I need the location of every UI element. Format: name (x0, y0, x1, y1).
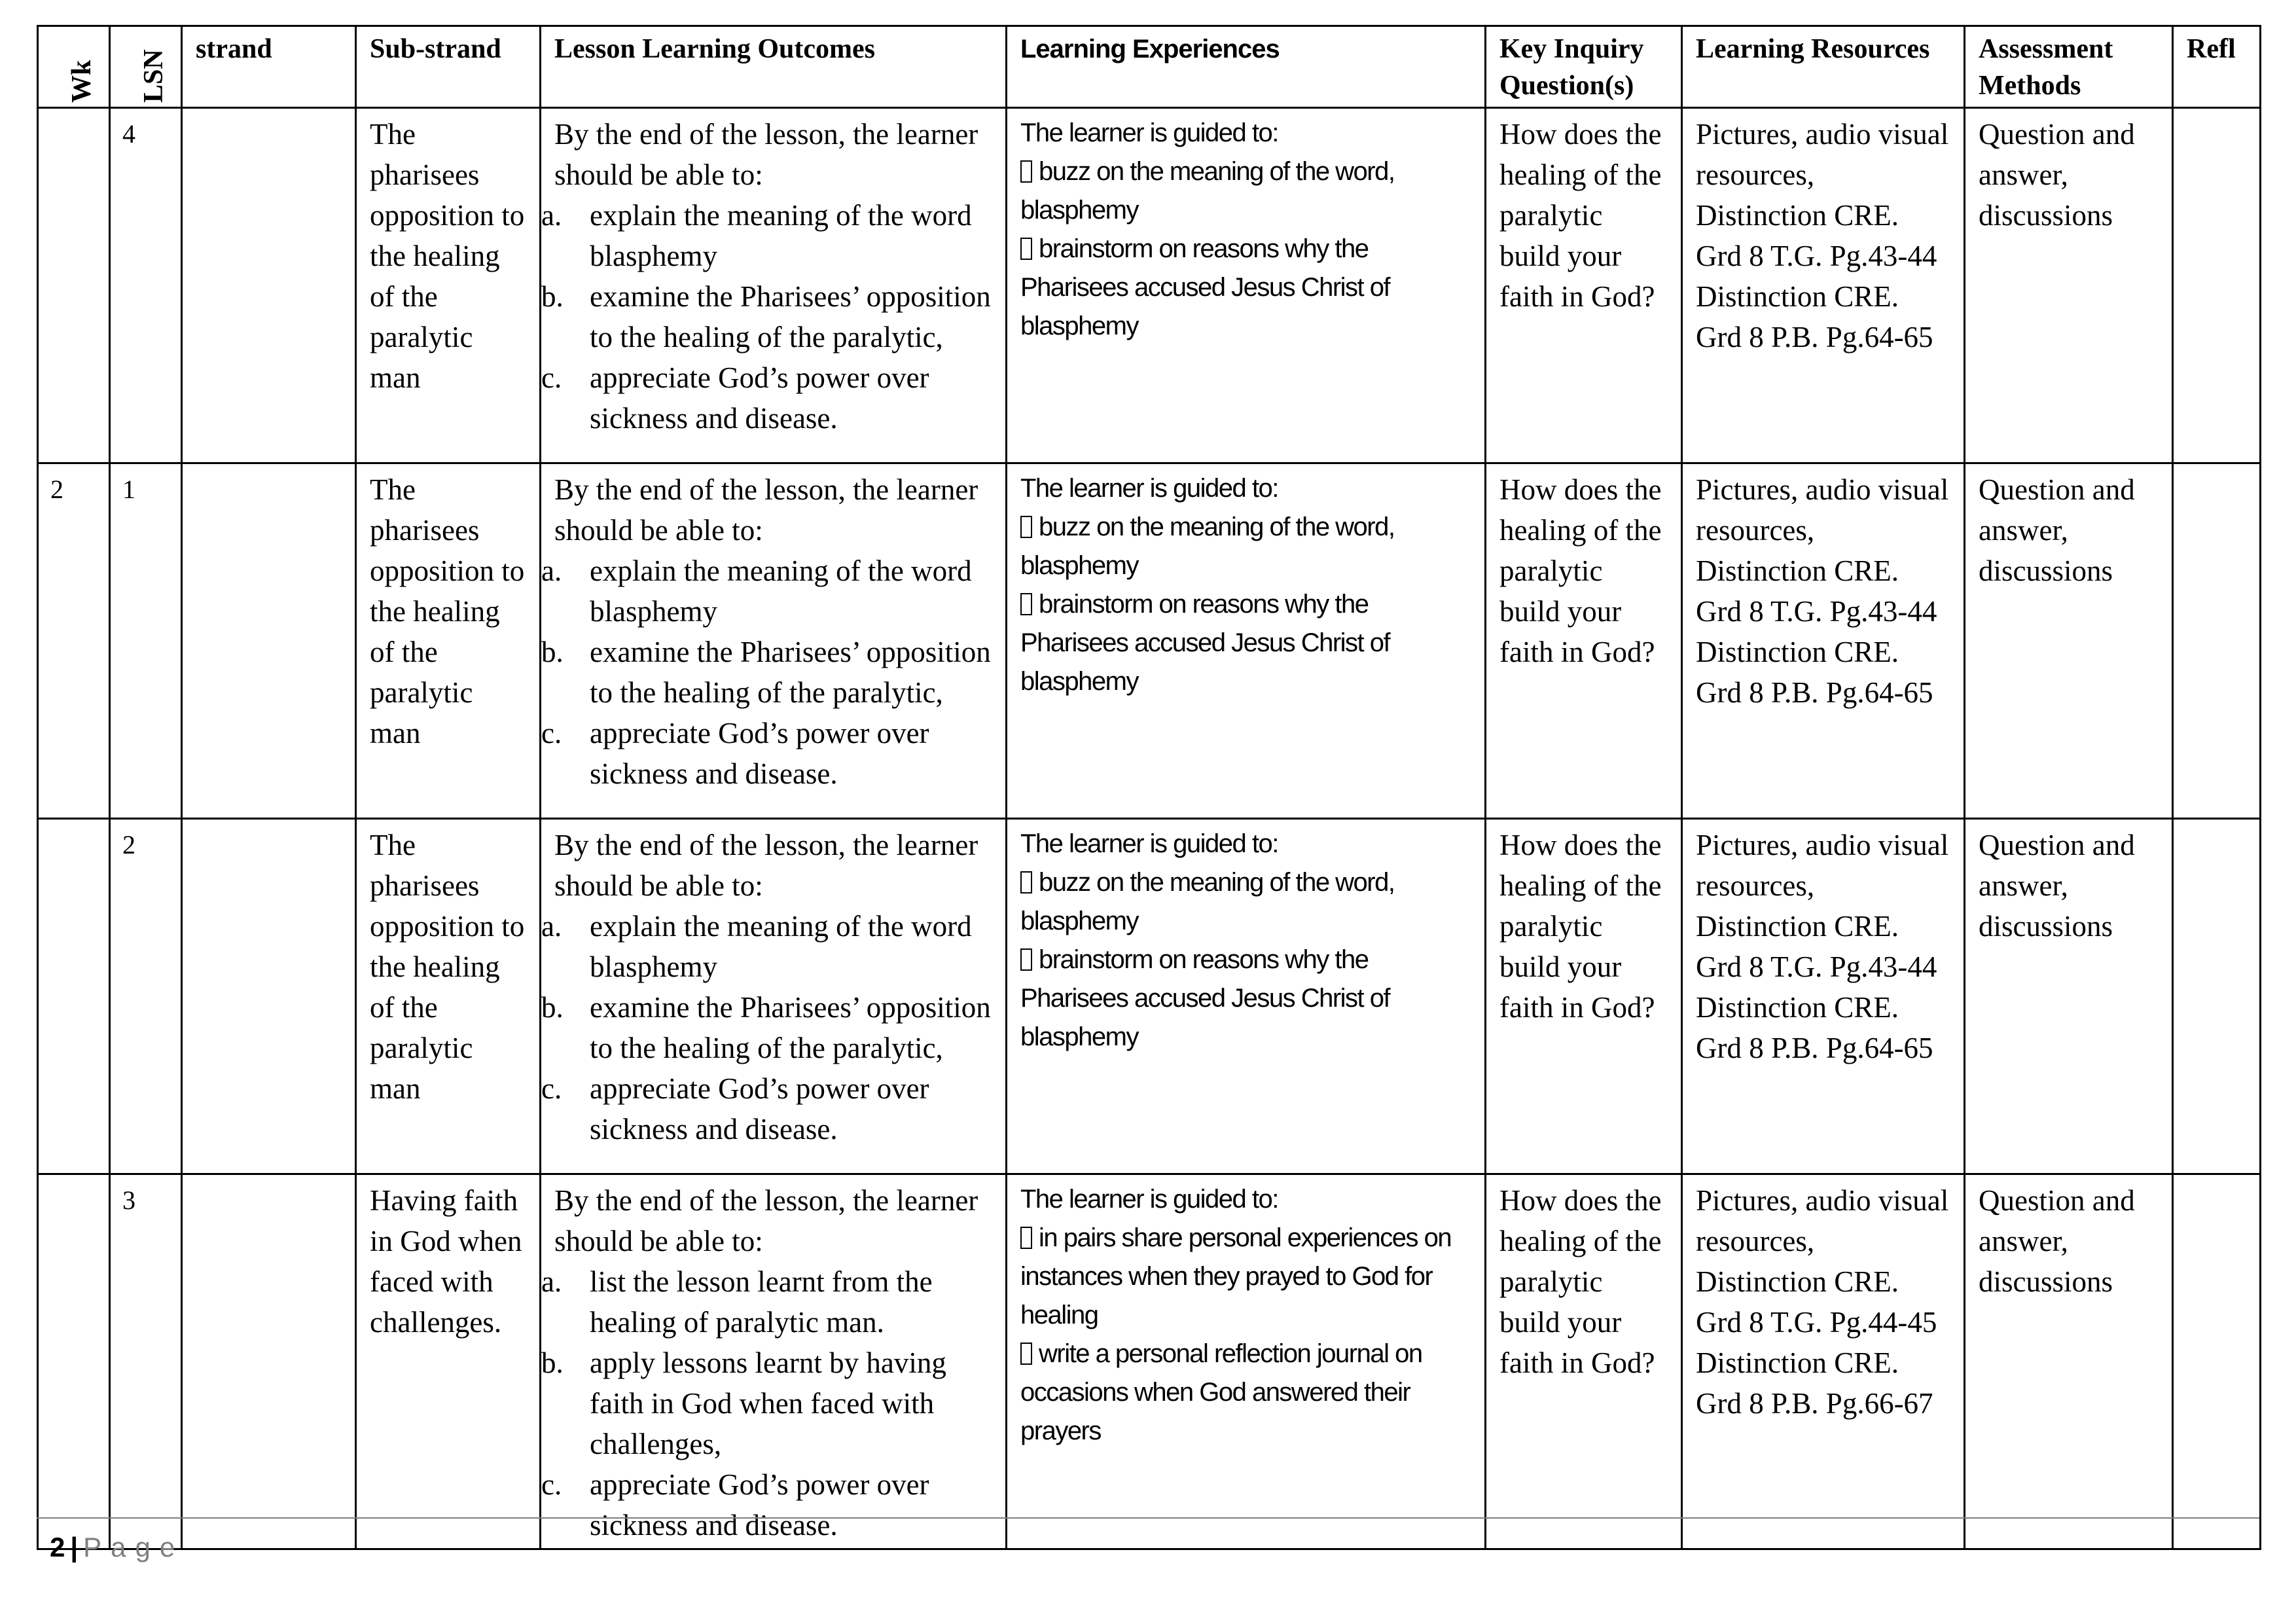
outcome-item (541, 1464, 992, 1545)
outcome-item (541, 276, 992, 357)
cell-lesson-number: 1 (110, 463, 182, 819)
box-bullet-icon (1020, 593, 1032, 615)
outcome-text: apply lessons learnt by having faith in God when faced with challenges, (590, 1346, 946, 1460)
cell-learning-resources: Pictures, audio visual resources, Distinction CRE. Grd 8 T.G. Pg.43-44 Distinction CRE. Grd 8 P.B. Pg.64-65 (1682, 108, 1965, 463)
outcome-text: examine the Pharisees’ opposition to the healing of the paralytic, (590, 636, 991, 709)
cell-learning-experiences (1007, 1174, 1486, 1549)
box-bullet-icon (1020, 238, 1032, 260)
cell-assessment-methods: Question and answer, discussions (1965, 463, 2173, 819)
cell-lesson-number: 4 (110, 108, 182, 463)
experiences-intro: The learner is guided to: (1020, 118, 1278, 147)
header-assessment: Assessment Methods (1965, 26, 2173, 108)
header-lsn (110, 26, 182, 108)
outcome-marker: a. (541, 1265, 562, 1298)
outcome-marker: b. (541, 1346, 564, 1379)
cell-substrand: The pharisees opposition to the healing of the paralytic man (356, 819, 541, 1174)
outcome-marker: a. (541, 910, 562, 943)
table-row (38, 819, 2261, 1174)
scheme-of-work-table (37, 25, 2261, 1550)
outcome-item (541, 1068, 992, 1149)
outcome-marker: c. (541, 1072, 562, 1105)
cell-learning-outcomes (541, 819, 1007, 1174)
cell-reflection (2173, 108, 2261, 463)
header-lsn-label: LSN (139, 49, 169, 103)
cell-learning-experiences (1007, 819, 1486, 1174)
outcomes-intro: By the end of the lesson, the learner should be able to: (554, 1184, 978, 1257)
experience-item (1020, 1219, 1471, 1335)
experience-item (1020, 941, 1471, 1056)
cell-lesson-number: 2 (110, 819, 182, 1174)
experience-text: brainstorm on reasons why the Pharisees accused Jesus Christ of blasphemy (1020, 590, 1390, 696)
cell-reflection (2173, 819, 2261, 1174)
outcome-marker: b. (541, 991, 564, 1024)
page-footer (50, 1532, 184, 1563)
cell-assessment-methods: Question and answer, discussions (1965, 108, 2173, 463)
cell-learning-resources: Pictures, audio visual resources, Distinction CRE. Grd 8 T.G. Pg.44-45 Distinction CRE. Grd 8 P.B. Pg.66-67 (1682, 1174, 1965, 1549)
box-bullet-icon (1020, 1227, 1032, 1249)
box-bullet-icon (1020, 871, 1032, 893)
cell-strand (182, 819, 356, 1174)
footer-separator: | (70, 1532, 79, 1562)
cell-learning-experiences (1007, 108, 1486, 463)
table-row (38, 463, 2261, 819)
outcome-marker: b. (541, 636, 564, 668)
outcome-marker: b. (541, 280, 564, 313)
cell-lesson-number: 3 (110, 1174, 182, 1549)
outcome-marker: a. (541, 554, 562, 587)
cell-week (38, 1174, 110, 1549)
cell-strand (182, 463, 356, 819)
cell-key-inquiry: How does the healing of the paralytic build your faith in God? (1486, 463, 1682, 819)
header-resources: Learning Resources (1682, 26, 1965, 108)
outcome-item (541, 550, 992, 632)
header-outcomes: Lesson Learning Outcomes (541, 26, 1007, 108)
outcome-item (541, 987, 992, 1068)
header-inquiry: Key Inquiry Question(s) (1486, 26, 1682, 108)
experiences-intro: The learner is guided to: (1020, 829, 1278, 858)
cell-substrand: Having faith in God when faced with challenges. (356, 1174, 541, 1549)
outcomes-list (541, 1261, 992, 1545)
experience-text: brainstorm on reasons why the Pharisees accused Jesus Christ of blasphemy (1020, 945, 1390, 1051)
cell-reflection (2173, 1174, 2261, 1549)
cell-learning-experiences (1007, 463, 1486, 819)
outcome-text: examine the Pharisees’ opposition to the healing of the paralytic, (590, 991, 991, 1064)
cell-substrand: The pharisees opposition to the healing of the paralytic man (356, 463, 541, 819)
outcome-text: appreciate God’s power over sickness and disease. (590, 1468, 929, 1542)
cell-strand (182, 108, 356, 463)
header-experiences: Learning Experiences (1007, 26, 1486, 108)
outcome-item (541, 713, 992, 794)
header-row (38, 26, 2261, 108)
experience-item (1020, 508, 1471, 585)
experiences-intro: The learner is guided to: (1020, 1185, 1278, 1214)
page-word: Page (83, 1532, 185, 1562)
outcome-text: appreciate God’s power over sickness and disease. (590, 361, 929, 435)
outcomes-intro: By the end of the lesson, the learner should be able to: (554, 829, 978, 902)
outcomes-intro: By the end of the lesson, the learner should be able to: (554, 473, 978, 547)
outcome-item (541, 1343, 992, 1464)
outcome-text: list the lesson learnt from the healing of paralytic man. (590, 1265, 933, 1339)
outcome-item (541, 195, 992, 276)
outcome-text: explain the meaning of the word blasphemy (590, 554, 972, 628)
page-number: 2 (50, 1532, 65, 1562)
table-body (38, 108, 2261, 1549)
cell-learning-outcomes (541, 108, 1007, 463)
box-bullet-icon (1020, 948, 1032, 971)
experience-text: in pairs share personal experiences on instances when they prayed to God for healing (1020, 1223, 1452, 1329)
header-wk-label: Wk (67, 60, 97, 103)
cell-reflection (2173, 463, 2261, 819)
outcomes-intro: By the end of the lesson, the learner should be able to: (554, 118, 978, 191)
experience-item (1020, 585, 1471, 701)
experience-item (1020, 863, 1471, 941)
outcome-text: appreciate God’s power over sickness and disease. (590, 1072, 929, 1146)
experience-item (1020, 1335, 1471, 1451)
outcome-text: explain the meaning of the word blasphemy (590, 199, 972, 272)
cell-week (38, 819, 110, 1174)
table-row (38, 1174, 2261, 1549)
outcomes-list (541, 550, 992, 794)
header-reflection: Refl (2173, 26, 2261, 108)
footer-rule (37, 1517, 2259, 1519)
experience-text: buzz on the meaning of the word, blasphemy (1020, 868, 1395, 935)
cell-learning-outcomes (541, 1174, 1007, 1549)
experience-item (1020, 230, 1471, 346)
cell-learning-resources: Pictures, audio visual resources, Distinction CRE. Grd 8 T.G. Pg.43-44 Distinction CRE. Grd 8 P.B. Pg.64-65 (1682, 463, 1965, 819)
outcome-item (541, 632, 992, 713)
experience-text: write a personal reflection journal on occasions when God answered their prayers (1020, 1339, 1422, 1445)
box-bullet-icon (1020, 160, 1032, 183)
cell-week: 2 (38, 463, 110, 819)
outcome-marker: c. (541, 361, 562, 394)
box-bullet-icon (1020, 516, 1032, 538)
header-strand: strand (182, 26, 356, 108)
cell-learning-outcomes (541, 463, 1007, 819)
outcome-item (541, 357, 992, 439)
experience-text: buzz on the meaning of the word, blasphemy (1020, 157, 1395, 225)
outcomes-list (541, 906, 992, 1149)
experiences-intro: The learner is guided to: (1020, 474, 1278, 503)
outcome-marker: c. (541, 1468, 562, 1501)
table-row (38, 108, 2261, 463)
outcome-text: explain the meaning of the word blasphemy (590, 910, 972, 983)
outcome-text: appreciate God’s power over sickness and disease. (590, 717, 929, 790)
cell-key-inquiry: How does the healing of the paralytic build your faith in God? (1486, 819, 1682, 1174)
cell-strand (182, 1174, 356, 1549)
cell-assessment-methods: Question and answer, discussions (1965, 1174, 2173, 1549)
cell-assessment-methods: Question and answer, discussions (1965, 819, 2173, 1174)
header-wk (38, 26, 110, 108)
outcome-marker: c. (541, 717, 562, 749)
cell-learning-resources: Pictures, audio visual resources, Distinction CRE. Grd 8 T.G. Pg.43-44 Distinction CRE. Grd 8 P.B. Pg.64-65 (1682, 819, 1965, 1174)
box-bullet-icon (1020, 1343, 1032, 1365)
cell-key-inquiry: How does the healing of the paralytic build your faith in God? (1486, 1174, 1682, 1549)
header-substrand: Sub-strand (356, 26, 541, 108)
scheme-of-work-sheet (37, 25, 2259, 1550)
outcomes-list (541, 195, 992, 439)
experience-text: brainstorm on reasons why the Pharisees accused Jesus Christ of blasphemy (1020, 234, 1390, 340)
outcome-text: examine the Pharisees’ opposition to the healing of the paralytic, (590, 280, 991, 353)
outcome-item (541, 906, 992, 987)
cell-week (38, 108, 110, 463)
cell-key-inquiry: How does the healing of the paralytic build your faith in God? (1486, 108, 1682, 463)
outcome-marker: a. (541, 199, 562, 232)
cell-substrand: The pharisees opposition to the healing of the paralytic man (356, 108, 541, 463)
outcome-item (541, 1261, 992, 1343)
experience-text: buzz on the meaning of the word, blasphemy (1020, 513, 1395, 580)
experience-item (1020, 153, 1471, 230)
